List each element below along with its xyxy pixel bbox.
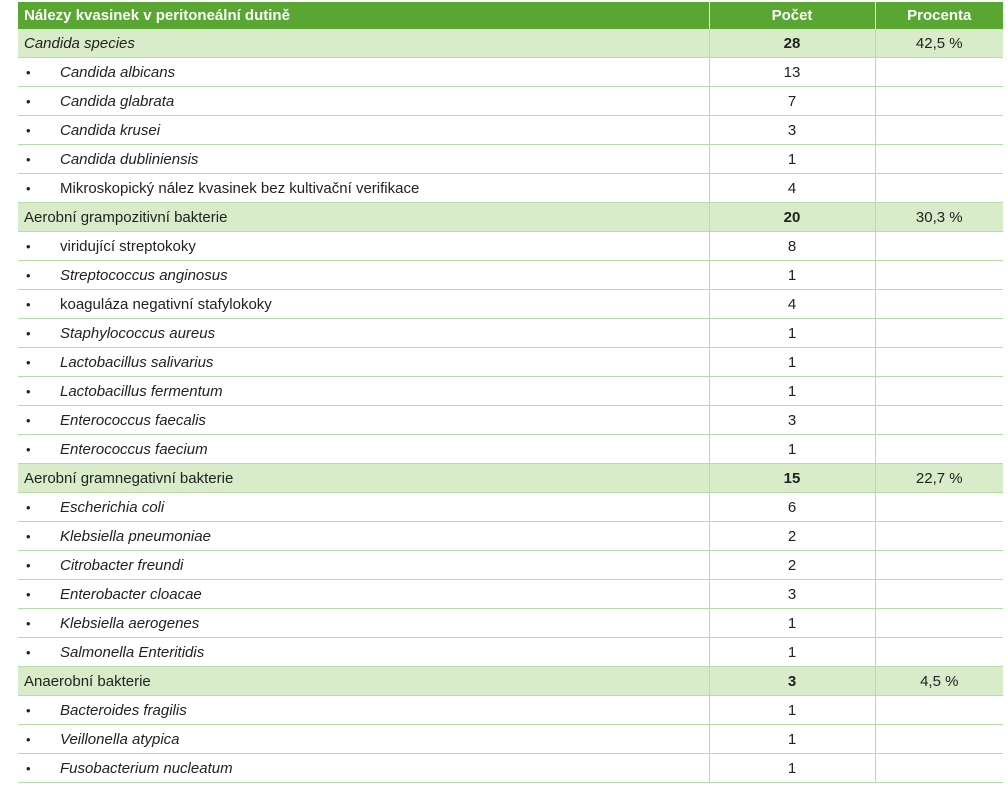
item-name: koaguláza negativní stafylokoky	[60, 295, 272, 313]
list-item	[18, 87, 1003, 116]
bullet-icon: •	[26, 528, 31, 544]
item-count: 6	[709, 493, 875, 522]
item-cell	[18, 87, 709, 116]
group-row	[18, 29, 1003, 58]
bullet-icon: •	[26, 702, 31, 718]
item-count: 1	[709, 348, 875, 377]
item-count: 2	[709, 551, 875, 580]
list-item	[18, 551, 1003, 580]
list-item	[18, 493, 1003, 522]
item-cell	[18, 493, 709, 522]
item-cell	[18, 580, 709, 609]
bullet-icon: •	[26, 644, 31, 660]
table-header	[18, 2, 1003, 29]
item-percent-empty	[875, 116, 1003, 145]
group-count: 15	[709, 464, 875, 493]
item-percent-empty	[875, 232, 1003, 261]
item-name: viridující streptokoky	[60, 237, 196, 255]
header-percent: Procenta	[875, 2, 1003, 29]
item-cell	[18, 116, 709, 145]
bullet-icon: •	[26, 760, 31, 776]
item-count: 4	[709, 174, 875, 203]
group-percent: 42,5 %	[875, 29, 1003, 58]
group-label: Aerobní grampozitivní bakterie	[18, 203, 709, 232]
list-item	[18, 406, 1003, 435]
item-percent-empty	[875, 174, 1003, 203]
bullet-icon: •	[26, 238, 31, 254]
bullet-icon: •	[26, 325, 31, 341]
item-cell	[18, 58, 709, 87]
item-cell	[18, 609, 709, 638]
list-item	[18, 145, 1003, 174]
bullet-icon: •	[26, 267, 31, 283]
item-name: Bacteroides fragilis	[60, 701, 187, 719]
item-percent-empty	[875, 493, 1003, 522]
list-item	[18, 348, 1003, 377]
bullet-icon: •	[26, 354, 31, 370]
item-cell	[18, 261, 709, 290]
item-count: 1	[709, 261, 875, 290]
item-percent-empty	[875, 348, 1003, 377]
bullet-icon: •	[26, 731, 31, 747]
item-percent-empty	[875, 87, 1003, 116]
item-name: Escherichia coli	[60, 498, 165, 516]
item-percent-empty	[875, 377, 1003, 406]
item-name: Candida krusei	[60, 121, 161, 139]
item-count: 3	[709, 406, 875, 435]
item-cell	[18, 725, 709, 754]
item-percent-empty	[875, 319, 1003, 348]
item-count: 1	[709, 145, 875, 174]
bullet-icon: •	[26, 122, 31, 138]
item-percent-empty	[875, 58, 1003, 87]
item-percent-empty	[875, 725, 1003, 754]
bullet-icon: •	[26, 499, 31, 515]
item-percent-empty	[875, 609, 1003, 638]
item-cell	[18, 406, 709, 435]
item-percent-empty	[875, 696, 1003, 725]
group-percent: 22,7 %	[875, 464, 1003, 493]
item-percent-empty	[875, 551, 1003, 580]
group-label: Anaerobní bakterie	[18, 667, 709, 696]
bullet-icon: •	[26, 615, 31, 631]
bullet-icon: •	[26, 441, 31, 457]
item-count: 1	[709, 319, 875, 348]
item-count: 1	[709, 609, 875, 638]
item-cell	[18, 377, 709, 406]
item-percent-empty	[875, 638, 1003, 667]
item-name: Candida albicans	[60, 63, 176, 81]
item-cell	[18, 522, 709, 551]
item-cell	[18, 319, 709, 348]
item-cell	[18, 754, 709, 783]
list-item	[18, 290, 1003, 319]
item-count: 1	[709, 696, 875, 725]
list-item	[18, 377, 1003, 406]
list-item	[18, 232, 1003, 261]
item-name: Enterococcus faecium	[60, 440, 208, 458]
item-count: 7	[709, 87, 875, 116]
item-count: 3	[709, 116, 875, 145]
group-percent: 30,3 %	[875, 203, 1003, 232]
group-count: 3	[709, 667, 875, 696]
item-cell	[18, 551, 709, 580]
list-item	[18, 435, 1003, 464]
item-cell	[18, 145, 709, 174]
group-row	[18, 667, 1003, 696]
bullet-icon: •	[26, 151, 31, 167]
item-percent-empty	[875, 290, 1003, 319]
list-item	[18, 116, 1003, 145]
bullet-icon: •	[26, 296, 31, 312]
table-body	[18, 29, 1003, 783]
list-item	[18, 754, 1003, 783]
item-name: Streptococcus anginosus	[60, 266, 228, 284]
item-count: 1	[709, 725, 875, 754]
group-label: Aerobní gramnegativní bakterie	[18, 464, 709, 493]
item-percent-empty	[875, 435, 1003, 464]
item-name: Lactobacillus fermentum	[60, 382, 223, 400]
item-name: Fusobacterium nucleatum	[60, 759, 233, 777]
item-count: 8	[709, 232, 875, 261]
group-percent: 4,5 %	[875, 667, 1003, 696]
bullet-icon: •	[26, 586, 31, 602]
list-item	[18, 609, 1003, 638]
header-row	[18, 2, 1003, 29]
item-count: 3	[709, 580, 875, 609]
list-item	[18, 522, 1003, 551]
item-name: Salmonella Enteritidis	[60, 643, 205, 661]
group-label: Candida species	[18, 29, 709, 58]
bullet-icon: •	[26, 93, 31, 109]
item-cell	[18, 696, 709, 725]
item-cell	[18, 638, 709, 667]
list-item	[18, 638, 1003, 667]
item-percent-empty	[875, 754, 1003, 783]
bullet-icon: •	[26, 383, 31, 399]
list-item	[18, 696, 1003, 725]
item-cell	[18, 232, 709, 261]
item-cell	[18, 174, 709, 203]
bullet-icon: •	[26, 557, 31, 573]
item-name: Mikroskopický nález kvasinek bez kultivační verifikace	[60, 179, 420, 197]
item-count: 1	[709, 377, 875, 406]
list-item	[18, 319, 1003, 348]
item-percent-empty	[875, 406, 1003, 435]
list-item	[18, 261, 1003, 290]
item-percent-empty	[875, 522, 1003, 551]
bullet-icon: •	[26, 180, 31, 196]
item-name: Enterobacter cloacae	[60, 585, 202, 603]
item-percent-empty	[875, 261, 1003, 290]
item-cell	[18, 290, 709, 319]
item-name: Veillonella atypica	[60, 730, 180, 748]
item-count: 13	[709, 58, 875, 87]
list-item	[18, 174, 1003, 203]
group-row	[18, 464, 1003, 493]
item-cell	[18, 435, 709, 464]
item-count: 1	[709, 638, 875, 667]
item-name: Klebsiella aerogenes	[60, 614, 200, 632]
list-item	[18, 580, 1003, 609]
item-name: Citrobacter freundi	[60, 556, 184, 574]
item-count: 4	[709, 290, 875, 319]
group-row	[18, 203, 1003, 232]
item-name: Candida dubliniensis	[60, 150, 199, 168]
item-name: Staphylococcus aureus	[60, 324, 216, 342]
group-count: 28	[709, 29, 875, 58]
bullet-icon: •	[26, 412, 31, 428]
item-name: Lactobacillus salivarius	[60, 353, 214, 371]
item-name: Klebsiella pneumoniae	[60, 527, 211, 545]
header-findings: Nálezy kvasinek v peritoneální dutině	[18, 2, 709, 29]
item-count: 1	[709, 435, 875, 464]
item-count: 2	[709, 522, 875, 551]
yeast-findings-table	[18, 2, 1003, 783]
list-item	[18, 58, 1003, 87]
item-percent-empty	[875, 145, 1003, 174]
item-cell	[18, 348, 709, 377]
item-percent-empty	[875, 580, 1003, 609]
item-count: 1	[709, 754, 875, 783]
findings-table-container	[18, 2, 1003, 783]
bullet-icon: •	[26, 64, 31, 80]
list-item	[18, 725, 1003, 754]
header-count: Počet	[709, 2, 875, 29]
item-name: Candida glabrata	[60, 92, 175, 110]
item-name: Enterococcus faecalis	[60, 411, 206, 429]
group-count: 20	[709, 203, 875, 232]
